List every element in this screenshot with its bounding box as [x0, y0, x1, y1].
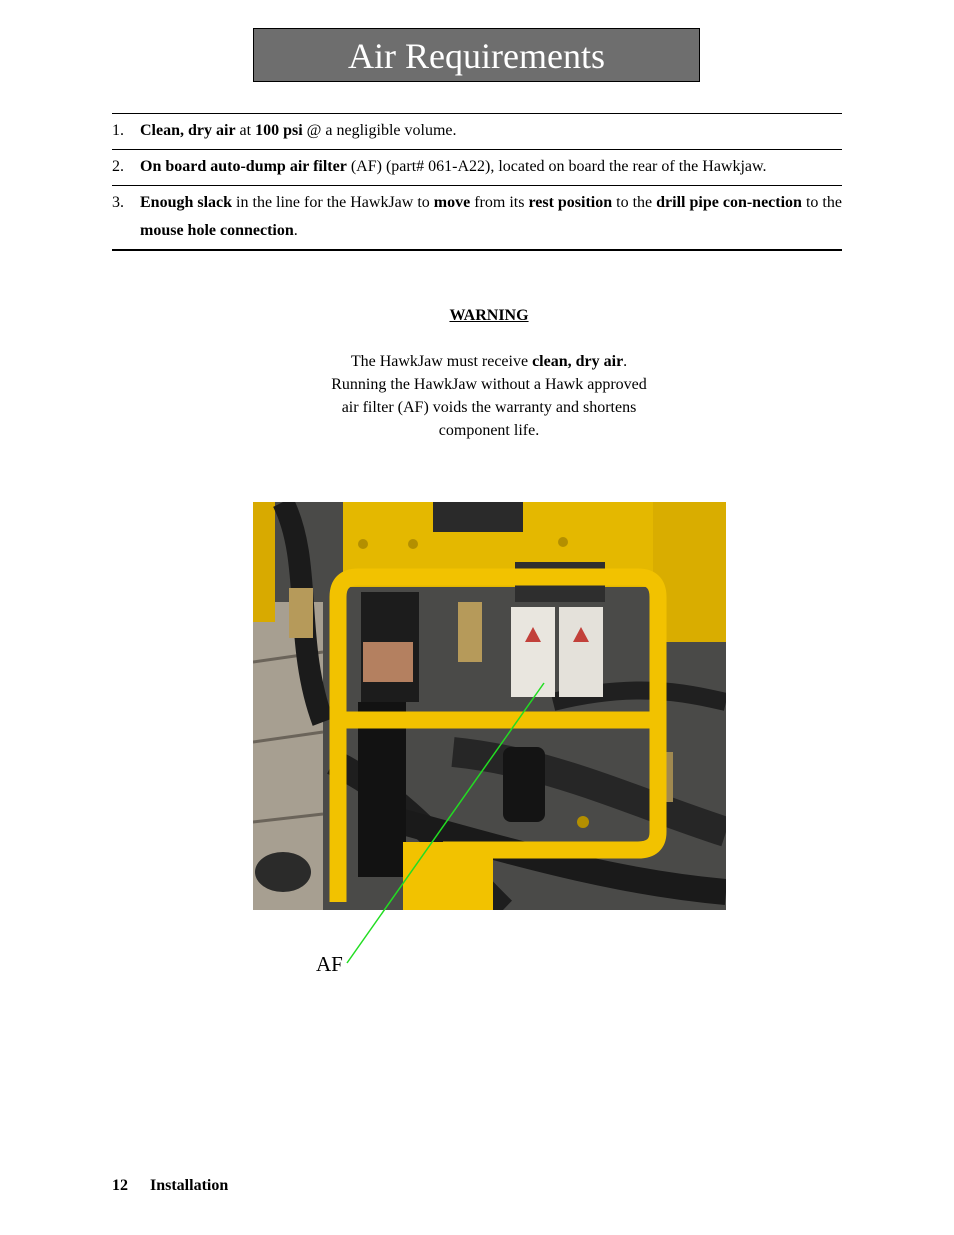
af-callout-label: AF [316, 952, 343, 976]
page-number: 12 [112, 1177, 128, 1194]
requirements-list [112, 113, 842, 251]
page-title: Air Requirements [253, 28, 700, 82]
requirement-number: 1. [112, 122, 124, 139]
requirement-item [112, 186, 842, 251]
section-name: Installation [150, 1177, 229, 1194]
requirement-number: 3. [112, 194, 124, 211]
requirement-text: Enough slack in the line for the HawkJaw to move from its rest position to the drill pipe con-nection to the mouse hole connection. [140, 194, 842, 239]
requirement-item [112, 114, 842, 150]
air-filter-photo [253, 502, 726, 910]
page-footer [112, 1177, 228, 1195]
warning-heading: WARNING [449, 307, 529, 324]
requirement-text: Clean, dry air at 100 psi @ a negligible volume. [140, 122, 457, 139]
warning-text: The HawkJaw must receive clean, dry air. Running the HawkJaw without a Hawk approved air filter (AF) voids the warranty and shortens component life. [331, 353, 647, 439]
requirement-text: On board auto-dump air filter (AF) (part# 061-A22), located on board the rear of the Hawkjaw. [140, 158, 767, 175]
requirement-item [112, 150, 842, 186]
requirement-number: 2. [112, 158, 124, 175]
